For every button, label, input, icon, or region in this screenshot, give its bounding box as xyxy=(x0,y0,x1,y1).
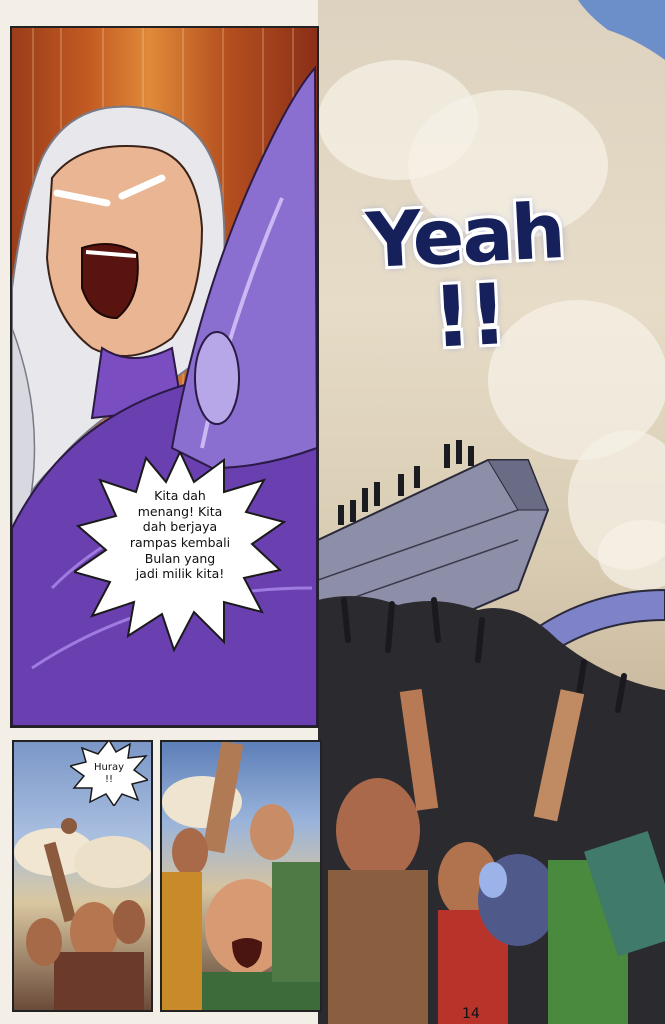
huray-text xyxy=(84,762,134,786)
speech-burst-main xyxy=(74,452,286,652)
crowd-panel-2 xyxy=(160,740,322,1012)
speech-line: jadi milik kita! xyxy=(135,566,225,582)
speech-line: rampas kembali xyxy=(129,534,231,550)
sound-effect-yeah xyxy=(363,185,571,367)
scene-panel-ship-crowd xyxy=(318,0,665,1024)
sfx-word: Yeah xyxy=(364,185,566,286)
speech-line: Bulan yang xyxy=(144,550,216,566)
huray-line: !! xyxy=(104,774,114,785)
speech-line: menang! Kita xyxy=(137,503,223,519)
ship-illustration xyxy=(318,0,665,1024)
sky-patch xyxy=(578,0,665,60)
sfx-exclamation: !! xyxy=(430,265,508,367)
speech-burst-huray xyxy=(70,740,148,806)
speech-line: Kita dah xyxy=(154,488,206,503)
page-number: 14 xyxy=(462,1006,480,1022)
speech-line: dah berjaya xyxy=(142,519,218,535)
huray-line: Huray xyxy=(93,762,124,773)
speech-burst-text xyxy=(120,488,240,582)
